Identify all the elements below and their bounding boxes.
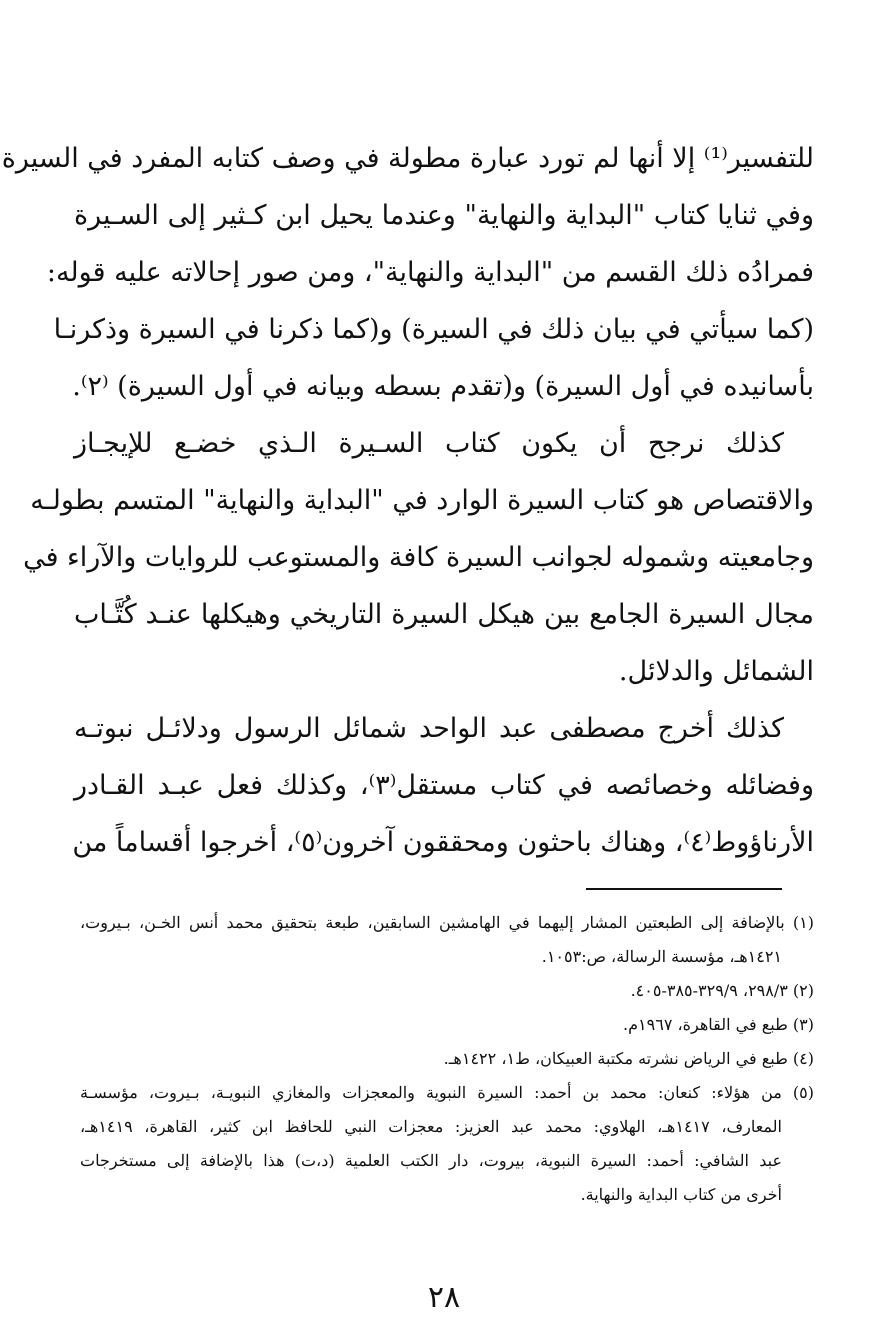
footnote-line-3: (٢) ٢٩٨/٣، ٣٢٩/٩-٣٨٥-٤٠٥. — [630, 981, 814, 1000]
body-line-9: مجال السيرة الجامع بين هيكل السيرة التاريخي وهيكلها عنـد كُتَّـاب — [74, 599, 815, 630]
body-line-6: كذلك نرجح أن يكون كتاب السـيرة الـذي خضـع للإيجـاز — [74, 428, 784, 459]
footnote-line-4: (٣) طبع في القاهرة، ١٩٦٧م. — [623, 1015, 814, 1034]
footnote-line-7: المعارف، ١٤١٧هـ، الهلاوي: محمد عبد العزيز: معجزات النبي للحافظ ابن كثير، القاهرة، ١٤١٩هـ، — [80, 1117, 782, 1136]
body-line-5: بأسانيده في أول السيرة) و(تقدم بسطه وبيانه في أول السيرة) ⁽٢⁾. — [72, 371, 814, 402]
body-line-11: كذلك أخرج مصطفى عبد الواحد شمائل الرسول ودلائـل نبوتـه — [74, 713, 784, 744]
body-line-2: وفي ثنايا كتاب "البداية والنهاية" وعندما يحيل ابن كـثير إلى السـيرة — [74, 200, 814, 231]
footnote-line-9: أخرى من كتاب البداية والنهاية. — [580, 1185, 782, 1204]
body-line-10: الشمائل والدلائل. — [618, 656, 814, 687]
footnote-line-1: (١) بالإضافة إلى الطبعتين المشار إليهما في الهامشين السابقين، طبعة بتحقيق محمد أنس الخـن، بـيروت، — [80, 913, 814, 932]
body-line-1: للتفسير⁽¹⁾ إلا أنها لم تورد عبارة مطولة في وصف كتابه المفرد في السيرة — [1, 143, 814, 174]
body-line-3: فمرادُه ذلك القسم من "البداية والنهاية"، ومن صور إحالاته عليه قوله: — [46, 257, 814, 288]
body-line-4: (كما سيأتي في بيان ذلك في السيرة) و(كما ذكرنا في السيرة وذكرنـا — [53, 314, 814, 345]
footnote-separator — [586, 888, 782, 890]
page-number: ٢٨ — [427, 1280, 461, 1315]
footnotes — [80, 906, 814, 1212]
body-line-12: وفضائله وخصائصه في كتاب مستقل⁽٣⁾، وكذلك فعل عبـد القـادر — [74, 770, 814, 801]
body-text — [1, 130, 815, 871]
body-line-13: الأرناؤوط⁽٤⁾، وهناك باحثون ومحققون آخرون⁽٥⁾، أخرجوا أقساماً من — [72, 827, 814, 858]
footnote-line-6: (٥) من هؤلاء: كنعان: محمد بن أحمد: السيرة النبوية والمعجزات والمغازي النبويـة، بـيروت، مؤسسـة — [80, 1083, 814, 1102]
footnote-line-5: (٤) طبع في الرياض نشرته مكتبة العبيكان، ط١، ١٤٢٢هـ. — [443, 1049, 814, 1068]
footnote-line-8: عبد الشافي: أحمد: السيرة النبوية، بيروت، دار الكتب العلمية (د،ت) هذا بالإضافة إلى مستخرجات — [80, 1151, 782, 1170]
body-line-7: والاقتصاص هو كتاب السيرة الوارد في "البداية والنهاية" المتسم بطولـه — [30, 485, 814, 516]
footnote-line-2: ١٤٢١هـ، مؤسسة الرسالة، ص:١٠٥٣. — [541, 947, 782, 966]
body-line-8: وجامعيته وشموله لجوانب السيرة كافة والمستوعب للروايات والآراء في — [23, 542, 814, 573]
